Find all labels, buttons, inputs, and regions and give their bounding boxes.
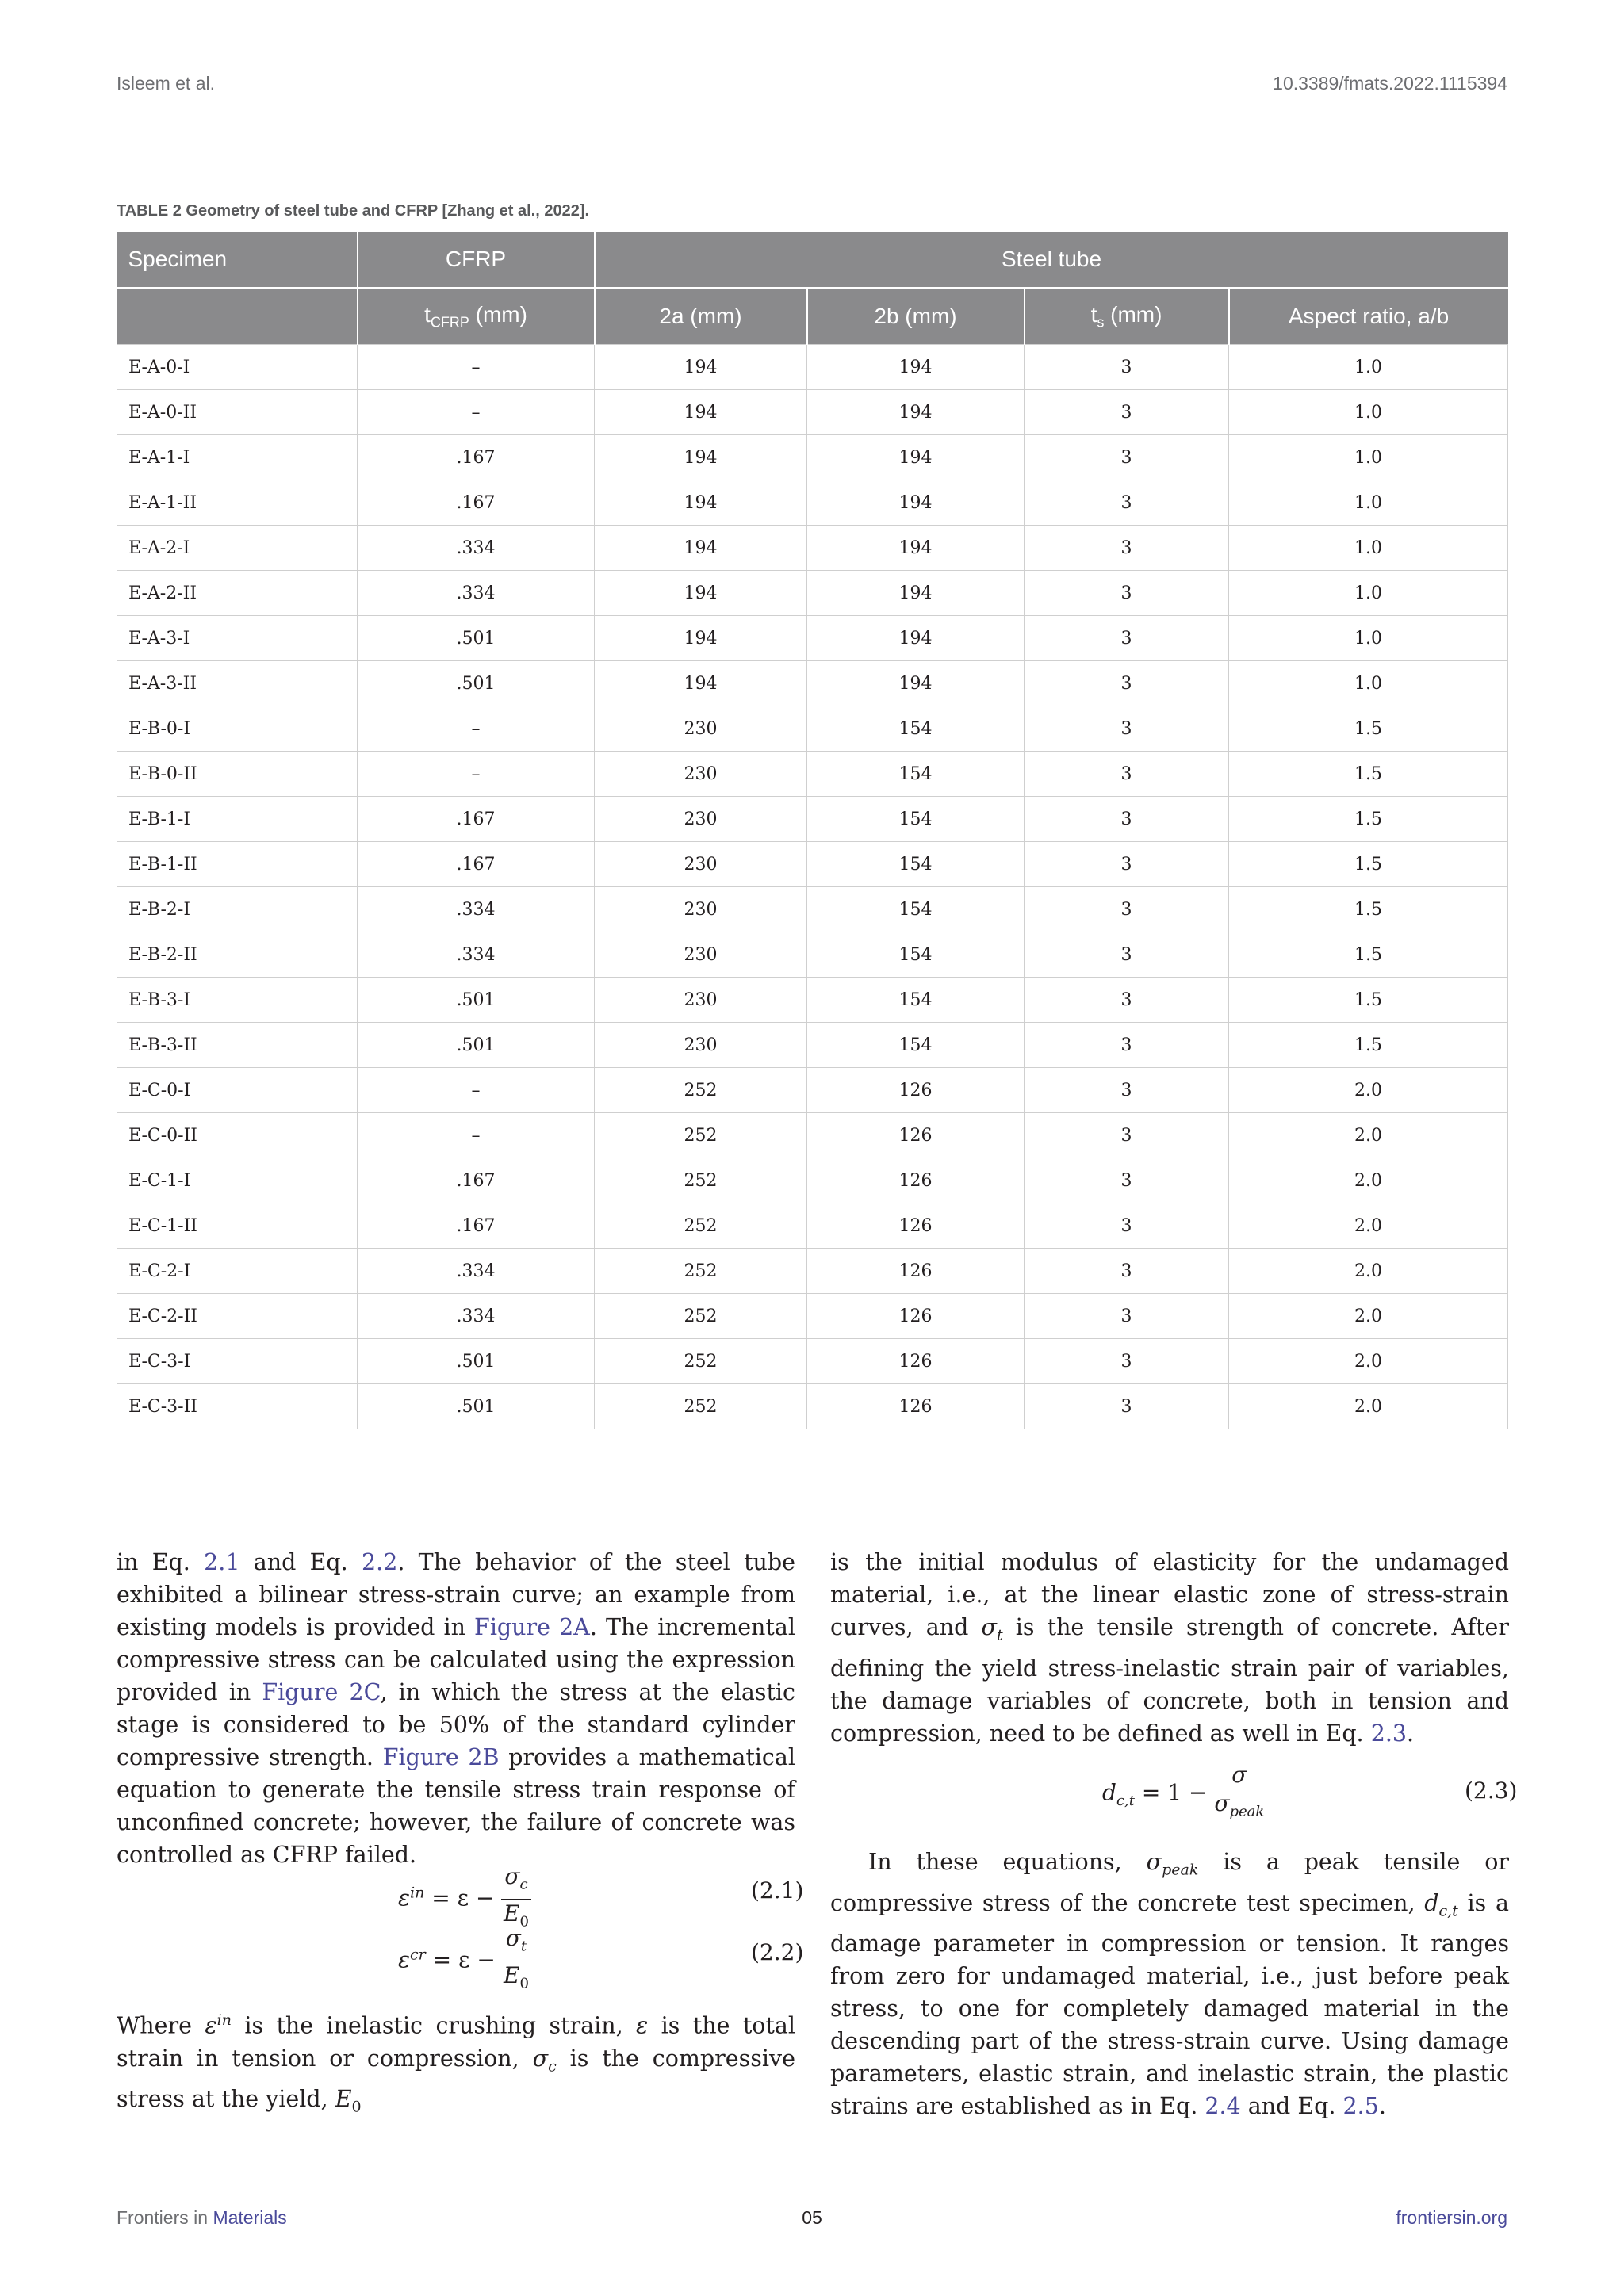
- cell-tcfrp: .501: [358, 978, 595, 1023]
- cell-2b: 126: [807, 1113, 1025, 1158]
- cell-2b: 194: [807, 526, 1025, 571]
- cell-ts: 3: [1025, 1249, 1229, 1294]
- header-empty: [117, 288, 358, 345]
- cell-2b: 194: [807, 616, 1025, 661]
- cell-specimen: E-C-1-I: [117, 1158, 358, 1203]
- table-row: [117, 571, 1508, 616]
- cell-2a: 194: [595, 616, 807, 661]
- cell-tcfrp: .501: [358, 1023, 595, 1068]
- cell-tcfrp: –: [358, 390, 595, 435]
- cell-ts: 3: [1025, 752, 1229, 797]
- cell-tcfrp: .501: [358, 1339, 595, 1384]
- eq-2-2-link[interactable]: 2.2: [362, 1549, 398, 1575]
- table-row: [117, 616, 1508, 661]
- table-row: [117, 752, 1508, 797]
- cell-2a: 230: [595, 752, 807, 797]
- cell-ts: 3: [1025, 1203, 1229, 1249]
- footer-site-link[interactable]: frontiersin.org: [1396, 2207, 1507, 2228]
- equation-2-3-number: (2.3): [1465, 1777, 1518, 1804]
- table-row: [117, 1158, 1508, 1203]
- cell-2a: 252: [595, 1339, 807, 1384]
- cell-2b: 154: [807, 797, 1025, 842]
- cell-specimen: E-A-3-I: [117, 616, 358, 661]
- cell-2a: 252: [595, 1158, 807, 1203]
- geometry-table: [117, 232, 1508, 1429]
- table-row: [117, 1113, 1508, 1158]
- cell-ts: 3: [1025, 887, 1229, 932]
- table-row: [117, 1339, 1508, 1384]
- table-row: [117, 706, 1508, 752]
- cell-2a: 230: [595, 978, 807, 1023]
- cell-2b: 194: [807, 345, 1025, 390]
- cell-specimen: E-C-1-II: [117, 1203, 358, 1249]
- header-cfrp: CFRP: [358, 232, 595, 288]
- table-row: [117, 480, 1508, 526]
- figure-2c-link[interactable]: Figure 2C: [262, 1679, 381, 1705]
- eq-2-1-link[interactable]: 2.1: [204, 1549, 240, 1575]
- cell-2a: 230: [595, 887, 807, 932]
- cell-tcfrp: .167: [358, 1203, 595, 1249]
- cell-aspect-ratio: 2.0: [1229, 1384, 1508, 1429]
- cell-aspect-ratio: 1.5: [1229, 752, 1508, 797]
- cell-2b: 154: [807, 842, 1025, 887]
- cell-2b: 126: [807, 1068, 1025, 1113]
- equation-2-1: $\varepsilon^{in} = \varepsilon$ − $\frac{\sigma_c}{E_0}$: [398, 1863, 531, 1936]
- cell-specimen: E-A-2-II: [117, 571, 358, 616]
- cell-aspect-ratio: 1.0: [1229, 435, 1508, 480]
- table-row: [117, 1294, 1508, 1339]
- cell-2b: 126: [807, 1384, 1025, 1429]
- cell-2b: 126: [807, 1294, 1025, 1339]
- cell-2b: 194: [807, 435, 1025, 480]
- equation-2-3: $d_{c,t} = 1$ − $\frac{\sigma}{\sigma_{peak}}$: [1102, 1762, 1265, 1820]
- cell-specimen: E-B-3-I: [117, 978, 358, 1023]
- left-paragraph-1: in Eq. 2.1 and Eq. 2.2. The behavior of the steel tube exhibited a bilinear stress-strain curve; an example from existing models is provided in Figure 2A. The incremental compressive stress can be calculated using the expression provided in Figure 2C, in which the stress at the elastic stage is considered to be 50% of the standard cylinder compressive strength. Figure 2B provides a mathematical equation to generate the tensile stress train response of unconfined concrete; however, the failure of concrete was controlled as CFRP failed.: [117, 1549, 795, 1868]
- cell-2b: 126: [807, 1339, 1025, 1384]
- cell-ts: 3: [1025, 1158, 1229, 1203]
- cell-2a: 194: [595, 390, 807, 435]
- cell-2a: 252: [595, 1068, 807, 1113]
- cell-specimen: E-A-2-I: [117, 526, 358, 571]
- right-paragraph-2-block: [830, 1846, 1509, 2122]
- cell-specimen: E-B-0-II: [117, 752, 358, 797]
- table-row: [117, 1068, 1508, 1113]
- cell-specimen: E-A-0-I: [117, 345, 358, 390]
- cell-2b: 154: [807, 752, 1025, 797]
- cell-aspect-ratio: 1.5: [1229, 978, 1508, 1023]
- header-2a: 2a (mm): [595, 288, 807, 345]
- header-2b: 2b (mm): [807, 288, 1025, 345]
- table-subheader-row: [117, 288, 1508, 345]
- cell-aspect-ratio: 2.0: [1229, 1113, 1508, 1158]
- cell-2a: 230: [595, 797, 807, 842]
- cell-tcfrp: .334: [358, 526, 595, 571]
- cell-tcfrp: –: [358, 752, 595, 797]
- eq-2-4-link[interactable]: 2.4: [1205, 2093, 1241, 2120]
- cell-specimen: E-C-2-I: [117, 1249, 358, 1294]
- cell-ts: 3: [1025, 526, 1229, 571]
- cell-ts: 3: [1025, 390, 1229, 435]
- cell-ts: 3: [1025, 1068, 1229, 1113]
- cell-tcfrp: .167: [358, 842, 595, 887]
- cell-tcfrp: .334: [358, 1249, 595, 1294]
- cell-ts: 3: [1025, 480, 1229, 526]
- cell-2b: 154: [807, 932, 1025, 978]
- table-row: [117, 1023, 1508, 1068]
- cell-ts: 3: [1025, 706, 1229, 752]
- equation-2-1-number: (2.1): [751, 1877, 804, 1904]
- cell-tcfrp: .167: [358, 435, 595, 480]
- running-header-doi[interactable]: 10.3389/fmats.2022.1115394: [1273, 73, 1507, 94]
- cell-specimen: E-C-2-II: [117, 1294, 358, 1339]
- cell-aspect-ratio: 2.0: [1229, 1339, 1508, 1384]
- cell-ts: 3: [1025, 978, 1229, 1023]
- cell-ts: 3: [1025, 1339, 1229, 1384]
- table-row: [117, 887, 1508, 932]
- table-row: [117, 345, 1508, 390]
- right-paragraph-1: is the initial modulus of elasticity for the undamaged material, i.e., at the linear elastic zone of stress-strain curves, and $\sigma_t$ is the tensile strength of concrete. After defining the yield stress-inelastic strain pair of variables, the damage variables of concrete, both in tension and compression, need to be defined as well in Eq. 2.3.: [830, 1549, 1509, 1747]
- cell-specimen: E-A-0-II: [117, 390, 358, 435]
- cell-aspect-ratio: 1.5: [1229, 842, 1508, 887]
- cell-specimen: E-B-2-I: [117, 887, 358, 932]
- cell-aspect-ratio: 2.0: [1229, 1203, 1508, 1249]
- cell-2b: 194: [807, 571, 1025, 616]
- cell-tcfrp: .501: [358, 616, 595, 661]
- cell-specimen: E-C-3-II: [117, 1384, 358, 1429]
- cell-specimen: E-C-0-I: [117, 1068, 358, 1113]
- cell-specimen: E-B-2-II: [117, 932, 358, 978]
- cell-ts: 3: [1025, 345, 1229, 390]
- running-header-authors: Isleem et al.: [117, 73, 215, 94]
- cell-2b: 126: [807, 1249, 1025, 1294]
- cell-aspect-ratio: 1.5: [1229, 706, 1508, 752]
- cell-2b: 194: [807, 480, 1025, 526]
- cell-tcfrp: .167: [358, 1158, 595, 1203]
- figure-2b-link[interactable]: Figure 2B: [382, 1744, 500, 1770]
- eq-2-5-link[interactable]: 2.5: [1342, 2093, 1379, 2120]
- footer-journal: Frontiers in Materials: [117, 2207, 287, 2228]
- cell-ts: 3: [1025, 571, 1229, 616]
- left-paragraph-2-block: [117, 2004, 795, 2124]
- header-ts: $t_s$ (mm): [1025, 288, 1229, 345]
- table-row: [117, 797, 1508, 842]
- cell-tcfrp: –: [358, 1113, 595, 1158]
- cell-tcfrp: –: [358, 706, 595, 752]
- cell-ts: 3: [1025, 1384, 1229, 1429]
- cell-ts: 3: [1025, 842, 1229, 887]
- cell-2a: 194: [595, 571, 807, 616]
- footer-journal-link[interactable]: Materials: [213, 2207, 287, 2228]
- cell-2a: 194: [595, 480, 807, 526]
- left-column: [117, 1546, 795, 1871]
- table-row: [117, 842, 1508, 887]
- cell-specimen: E-B-0-I: [117, 706, 358, 752]
- cell-aspect-ratio: 2.0: [1229, 1249, 1508, 1294]
- table-row: [117, 1384, 1508, 1429]
- cell-aspect-ratio: 1.5: [1229, 887, 1508, 932]
- cell-2a: 252: [595, 1384, 807, 1429]
- header-tcfrp: $t_{CFRP}$ (mm): [358, 288, 595, 345]
- cell-specimen: E-B-3-II: [117, 1023, 358, 1068]
- equation-2-2-number: (2.2): [751, 1939, 804, 1965]
- cell-2b: 154: [807, 706, 1025, 752]
- cell-ts: 3: [1025, 616, 1229, 661]
- cell-ts: 3: [1025, 1113, 1229, 1158]
- cell-2b: 194: [807, 661, 1025, 706]
- cell-aspect-ratio: 2.0: [1229, 1158, 1508, 1203]
- right-paragraph-2: In these equations, $\sigma_{peak}$ is a peak tensile or compressive stress of the concrete test specimen, $d_{c,t}$ is a damage parameter in compression or tension. It ranges from zero for undamaged material, i.e., just before peak stress, to one for completely damaged material in the descending part of the stress-strain curve. Using damage parameters, elastic strain, and inelastic strain, the plastic strains are established as in Eq. 2.4 and Eq. 2.5.: [830, 1849, 1509, 2120]
- cell-2b: 194: [807, 390, 1025, 435]
- cell-tcfrp: .334: [358, 1294, 595, 1339]
- table-row: [117, 390, 1508, 435]
- cell-aspect-ratio: 1.0: [1229, 526, 1508, 571]
- cell-aspect-ratio: 1.0: [1229, 571, 1508, 616]
- table-row: [117, 1203, 1508, 1249]
- table-row: [117, 932, 1508, 978]
- cell-ts: 3: [1025, 1023, 1229, 1068]
- cell-2b: 154: [807, 887, 1025, 932]
- cell-2a: 252: [595, 1203, 807, 1249]
- cell-2b: 154: [807, 978, 1025, 1023]
- cell-2b: 126: [807, 1203, 1025, 1249]
- table-row: [117, 526, 1508, 571]
- header-aspect-ratio: Aspect ratio, a/b: [1229, 288, 1508, 345]
- table-caption: TABLE 2 Geometry of steel tube and CFRP [Zhang et al., 2022].: [117, 202, 590, 220]
- table-row: [117, 978, 1508, 1023]
- cell-tcfrp: .334: [358, 887, 595, 932]
- cell-ts: 3: [1025, 1294, 1229, 1339]
- cell-2a: 252: [595, 1294, 807, 1339]
- cell-2a: 230: [595, 706, 807, 752]
- left-paragraph-2: Where $\varepsilon^{in}$ is the inelastic crushing strain, ε is the total strain in tension or compression, $\sigma_c$ is the compressive stress at the yield, $E_0$: [117, 2011, 795, 2116]
- cell-ts: 3: [1025, 661, 1229, 706]
- cell-tcfrp: .167: [358, 797, 595, 842]
- cell-aspect-ratio: 1.0: [1229, 616, 1508, 661]
- cell-aspect-ratio: 1.5: [1229, 932, 1508, 978]
- table-row: [117, 1249, 1508, 1294]
- cell-tcfrp: .334: [358, 571, 595, 616]
- cell-aspect-ratio: 2.0: [1229, 1294, 1508, 1339]
- cell-2a: 252: [595, 1113, 807, 1158]
- cell-2a: 230: [595, 842, 807, 887]
- cell-aspect-ratio: 1.5: [1229, 797, 1508, 842]
- cell-tcfrp: .501: [358, 661, 595, 706]
- header-specimen: Specimen: [117, 232, 358, 288]
- cell-2a: 194: [595, 345, 807, 390]
- cell-specimen: E-C-3-I: [117, 1339, 358, 1384]
- eq-2-3-link[interactable]: 2.3: [1370, 1720, 1408, 1747]
- cell-specimen: E-C-0-II: [117, 1113, 358, 1158]
- cell-2a: 194: [595, 526, 807, 571]
- cell-aspect-ratio: 1.0: [1229, 480, 1508, 526]
- cell-ts: 3: [1025, 435, 1229, 480]
- cell-ts: 3: [1025, 797, 1229, 842]
- cell-tcfrp: –: [358, 1068, 595, 1113]
- footer-page-number: 05: [802, 2207, 822, 2228]
- cell-ts: 3: [1025, 932, 1229, 978]
- cell-aspect-ratio: 1.0: [1229, 345, 1508, 390]
- figure-2a-link[interactable]: Figure 2A: [474, 1614, 590, 1640]
- equation-2-2: $\varepsilon^{cr} = \varepsilon$ − $\frac{\sigma_t}{E_0}$: [398, 1925, 529, 1992]
- cell-specimen: E-A-1-II: [117, 480, 358, 526]
- cell-aspect-ratio: 1.5: [1229, 1023, 1508, 1068]
- cell-2a: 252: [595, 1249, 807, 1294]
- table-header-row: [117, 232, 1508, 288]
- cell-2b: 126: [807, 1158, 1025, 1203]
- cell-2a: 194: [595, 435, 807, 480]
- table-row: [117, 661, 1508, 706]
- cell-aspect-ratio: 1.0: [1229, 661, 1508, 706]
- right-column: [830, 1546, 1509, 1750]
- cell-tcfrp: .501: [358, 1384, 595, 1429]
- cell-2b: 154: [807, 1023, 1025, 1068]
- table-row: [117, 435, 1508, 480]
- cell-tcfrp: .167: [358, 480, 595, 526]
- cell-tcfrp: .334: [358, 932, 595, 978]
- cell-specimen: E-B-1-I: [117, 797, 358, 842]
- cell-aspect-ratio: 2.0: [1229, 1068, 1508, 1113]
- cell-specimen: E-A-1-I: [117, 435, 358, 480]
- header-steel-tube: Steel tube: [595, 232, 1508, 288]
- cell-2a: 194: [595, 661, 807, 706]
- cell-2a: 230: [595, 1023, 807, 1068]
- cell-2a: 230: [595, 932, 807, 978]
- cell-specimen: E-A-3-II: [117, 661, 358, 706]
- cell-specimen: E-B-1-II: [117, 842, 358, 887]
- cell-aspect-ratio: 1.0: [1229, 390, 1508, 435]
- cell-tcfrp: –: [358, 345, 595, 390]
